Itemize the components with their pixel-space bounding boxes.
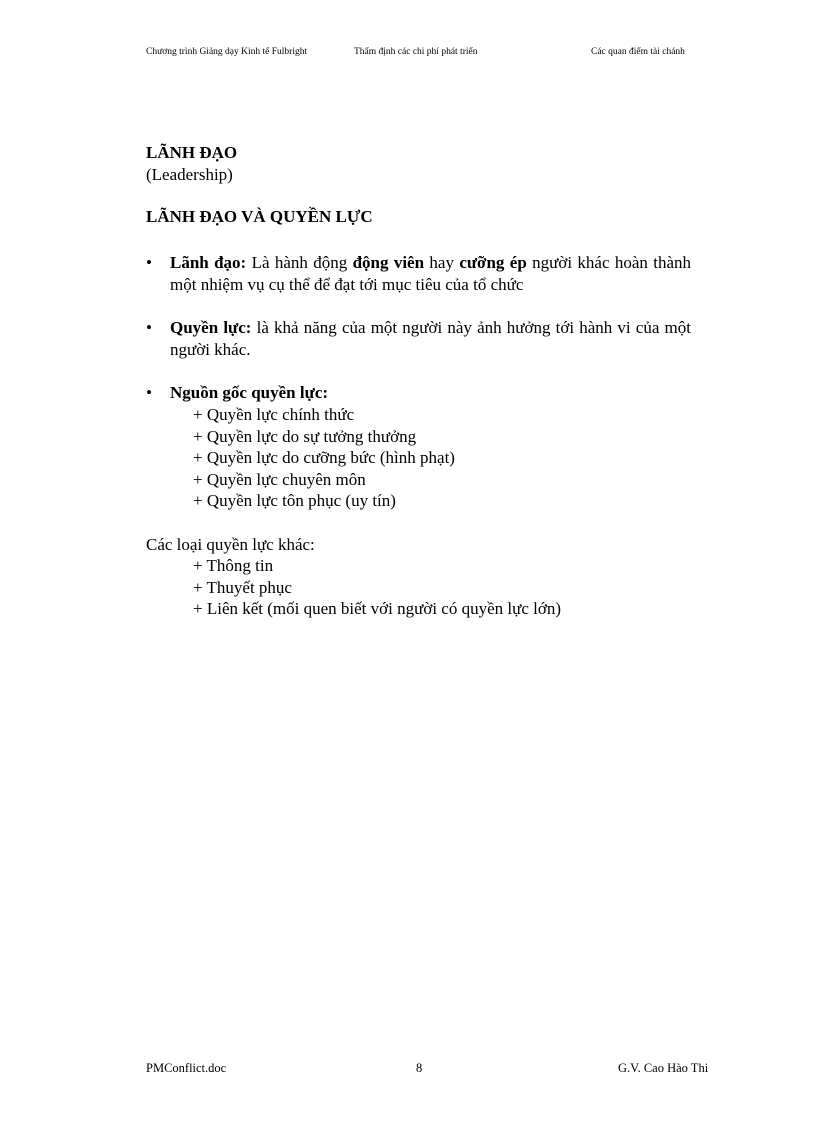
- bullet-power-sources: [146, 382, 691, 404]
- bullet-emphasis: động viên: [352, 253, 425, 272]
- list-item: + Quyền lực tôn phục (uy tín): [193, 491, 396, 510]
- footer-author: G.V. Cao Hào Thi: [618, 1061, 709, 1075]
- header-program: Chương trình Giảng dạy Kinh tế Fulbright: [146, 47, 308, 57]
- bullet-text-part: là khả năng của một người này ảnh hưởng tới hành vi của một người khác.: [170, 318, 692, 359]
- section-heading: LÃNH ĐẠO VÀ QUYỀN LỰC: [146, 207, 373, 226]
- bullet-text-part: người khác hoàn thành một nhiệm vụ cụ thể để đạt tới mục tiêu của tổ chức: [170, 253, 691, 294]
- list-item: + Quyền lực chính thức: [193, 405, 355, 424]
- bullet-term: Nguồn gốc quyền lực:: [170, 383, 329, 402]
- bullet-term: Quyền lực:: [170, 318, 252, 337]
- footer-filename: PMConflict.doc: [146, 1061, 227, 1075]
- other-types-list: [193, 555, 561, 620]
- bullet-text-part: Là hành động: [246, 253, 353, 272]
- header-topic: Các quan điểm tài chánh: [591, 47, 685, 57]
- bullet-text: [170, 382, 691, 404]
- list-item: + Quyền lực do cưỡng bức (hình phạt): [193, 448, 455, 467]
- list-item: + Liên kết (mối quen biết với người có quyền lực lớn): [193, 599, 561, 618]
- bullet-text: [170, 252, 691, 296]
- list-item: + Thuyết phục: [193, 577, 292, 597]
- bullet-emphasis: cưỡng ép: [459, 253, 527, 272]
- bullet-dot-icon: •: [146, 383, 152, 402]
- bullet-dot-icon: •: [146, 318, 152, 337]
- bullet-term: Lãnh đạo:: [170, 253, 247, 272]
- list-item: + Quyền lực chuyên môn: [193, 469, 366, 489]
- header-course: Thẩm định các chi phí phát triển: [354, 47, 478, 57]
- list-item: + Quyền lực do sự tưởng thưởng: [193, 426, 417, 446]
- document-subtitle: (Leadership): [146, 165, 233, 184]
- bullet-text: [170, 317, 691, 361]
- page-number: 8: [416, 1061, 423, 1075]
- bullet-dot-icon: •: [146, 253, 152, 272]
- bullet-leadership: [146, 252, 691, 296]
- document-title: LÃNH ĐẠO: [146, 143, 238, 162]
- bullet-text-part: hay: [424, 253, 460, 272]
- other-types-heading: Các loại quyền lực khác:: [146, 535, 315, 554]
- list-item: + Thông tin: [193, 556, 274, 575]
- bullet-power: [146, 317, 691, 361]
- power-sources-list: [193, 404, 455, 512]
